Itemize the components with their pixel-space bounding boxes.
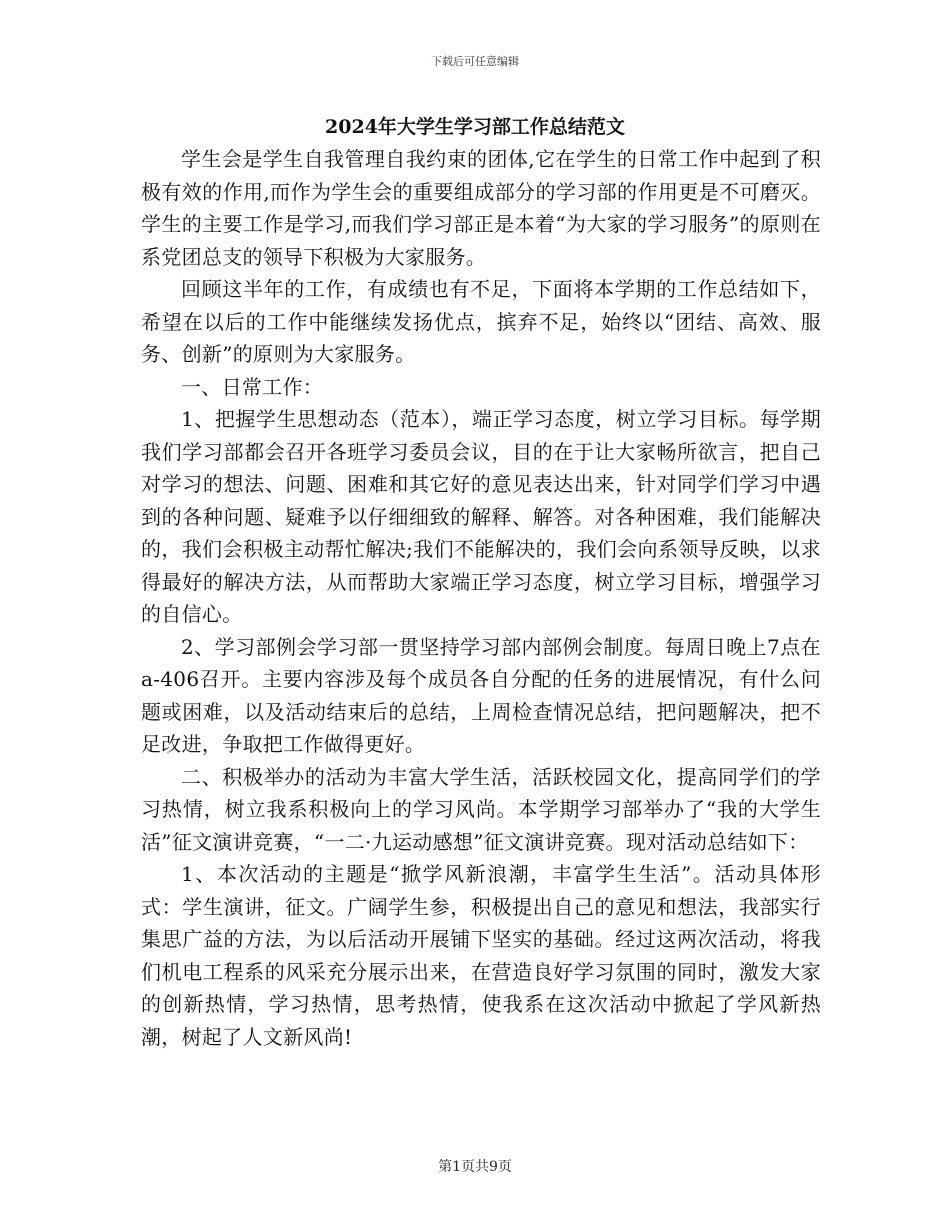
paragraph-intro: 学生会是学生自我管理自我约束的团体,它在学生的日常工作中起到了积极有效的作用,而作为学生会的重要组成部分的学习部的作用更是不可磨灭。学生的主要工作是学习,而我们学习部正是本着“为大家的学习服务”的原则在系党团总支的领导下积极为大家服务。 xyxy=(141,147,821,269)
page-number: 第1页共9页 xyxy=(438,1159,512,1175)
paragraph-activity-summary: 1、本次活动的主题是“掀学风新浪潮，丰富学生生活”。活动具体形式：学生演讲，征文。广阔学生参，积极提出自己的意见和想法，我部实行集思广益的方法，为以后活动开展铺下坚实的基础。经过这两次活动，将我们机电工程系的风采充分展示出来，在营造良好学习氛围的同时，激发大家的创新热情，学习热情，思考热情，使我系在这次活动中掀起了学风新热潮，树起了人文新风尚! xyxy=(141,862,821,1049)
section-heading-daily-work: 一、日常工作： xyxy=(181,374,324,399)
paragraph-item-2: 2、学习部例会学习部一贯坚持学习部内部例会制度。每周日晚上7点在a-406召开。主要内容涉及每个成员各自分配的任务的进展情况，有什么问题或困难，以及活动结束后的总结，上周检查情况总结，把问题解决，把不足改进，争取把工作做得更好。 xyxy=(141,634,821,756)
paragraph-activities: 二、积极举办的活动为丰富大学生活，活跃校园文化，提高同学们的学习热情，树立我系积极向上的学习风尚。本学期学习部举办了“我的大学生活”征文演讲竞赛，“一二·九运动感想”征文演讲竞赛。现对活动总结如下： xyxy=(141,764,821,854)
paragraph-review: 回顾这半年的工作，有成绩也有不足，下面将本学期的工作总结如下，希望在以后的工作中能继续发扬优点，摈弃不足，始终以“团结、高效、服务、创新”的原则为大家服务。 xyxy=(141,277,821,366)
document-body xyxy=(141,143,821,1053)
paragraph-item-1: 1、把握学生思想动态（范本），端正学习态度，树立学习目标。每学期我们学习部都会召开各班学习委员会议，目的在于让大家畅所欲言，把自己对学习的想法、问题、困难和其它好的意见表达出来，针对同学们学习中遇到的各种问题、疑难予以仔细细致的解释、解答。对各种困难，我们能解决的，我们会积极主动帮忙解决;我们不能解决的，我们会向系领导反映，以求得最好的解决方法，从而帮助大家端正学习态度，树立学习目标，增强学习的自信心。 xyxy=(141,407,821,626)
document-title: 2024年大学生学习部工作总结范文 xyxy=(325,116,625,138)
page-header-note: 下载后可任意编辑 xyxy=(431,55,519,68)
